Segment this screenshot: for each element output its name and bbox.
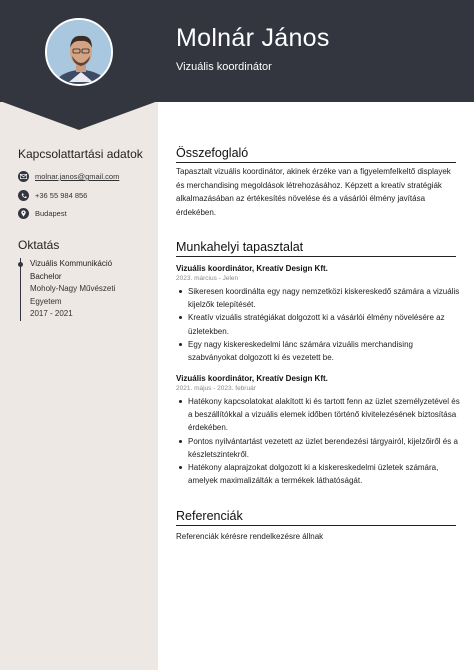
education-degree-level: Bachelor	[30, 271, 62, 281]
location-icon	[18, 208, 29, 219]
sidebar-panel	[0, 102, 158, 670]
references-text: Referenciák kérésre rendelkezésre állnak	[176, 532, 324, 541]
contact-location	[18, 208, 67, 219]
candidate-role: Vizuális koordinátor	[176, 61, 272, 73]
contact-heading: Kapcsolattartási adatok	[18, 147, 143, 161]
timeline-dot	[18, 262, 23, 267]
job-bullet: Kreatív vizuális stratégiákat dolgozott ki a vásárlói élmény növelésére az üzletekben.	[188, 311, 460, 337]
summary-heading: Összefoglaló	[176, 146, 456, 163]
mail-icon	[18, 171, 29, 182]
education-degree: Vizuális Kommunikáció	[30, 259, 113, 268]
profile-photo	[45, 18, 113, 86]
education-years: 2017 - 2021	[30, 309, 73, 318]
location-text: Budapest	[35, 209, 67, 218]
job-dates: 2021. május - 2023. február	[176, 385, 256, 392]
summary-text: Tapasztalt vizuális koordinátor, akinek érzéke van a figyelemfelkeltő displayek és merchandising megoldások létrehozásához. Képzett a kreatív stratégiák alkalmazásában az értékesítés növelése és a vásárlói élmény javítása érdekében.	[176, 167, 451, 217]
job-title: Vizuális koordinátor, Kreatív Design Kft.	[176, 264, 328, 273]
education-school-cont: Egyetem	[30, 296, 62, 306]
education-heading: Oktatás	[18, 238, 60, 252]
education-entry	[20, 258, 150, 321]
job-bullet: Egy nagy kiskereskedelmi lánc számára vizuális merchandising szabványokat dolgozott ki és vezetett be.	[188, 338, 460, 364]
contact-phone	[18, 190, 87, 201]
email-link[interactable]: molnar.janos@gmail.com	[35, 172, 120, 181]
job-dates: 2023. március - Jelen	[176, 275, 239, 282]
phone-icon	[18, 190, 29, 201]
experience-heading: Munkahelyi tapasztalat	[176, 240, 456, 257]
job-bullet: Pontos nyilvántartást vezetett az üzlet berendezési tárgyairól, kijelzőiről és a készletszintekről.	[188, 435, 460, 461]
job-bullet: Hatékony kapcsolatokat alakított ki és tartott fenn az üzlet személyzetével és a beszállítókkal a vizuális elemek időben történő kivitelezésének biztosítása érdekében.	[188, 395, 460, 435]
phone-number: +36 55 984 856	[35, 191, 88, 200]
job-title: Vizuális koordinátor, Kreatív Design Kft.	[176, 374, 328, 383]
references-heading: Referenciák	[176, 509, 456, 526]
education-school: Moholy-Nagy Művészeti	[30, 284, 116, 293]
candidate-name: Molnár János	[176, 24, 330, 52]
job-bullets	[188, 395, 460, 487]
job-bullet: Hatékony alaprajzokat dolgozott ki a kiskereskedelmi üzletek számára, amelyek maximalizálták a termékek láthatóságát.	[188, 461, 460, 487]
job-bullets	[188, 285, 460, 364]
header-chevron	[0, 101, 158, 131]
contact-email[interactable]	[18, 171, 119, 182]
job-bullet: Sikeresen koordinálta egy nagy nemzetközi kiskereskedő számára a vizuális kijelzők telepítését.	[188, 285, 460, 311]
